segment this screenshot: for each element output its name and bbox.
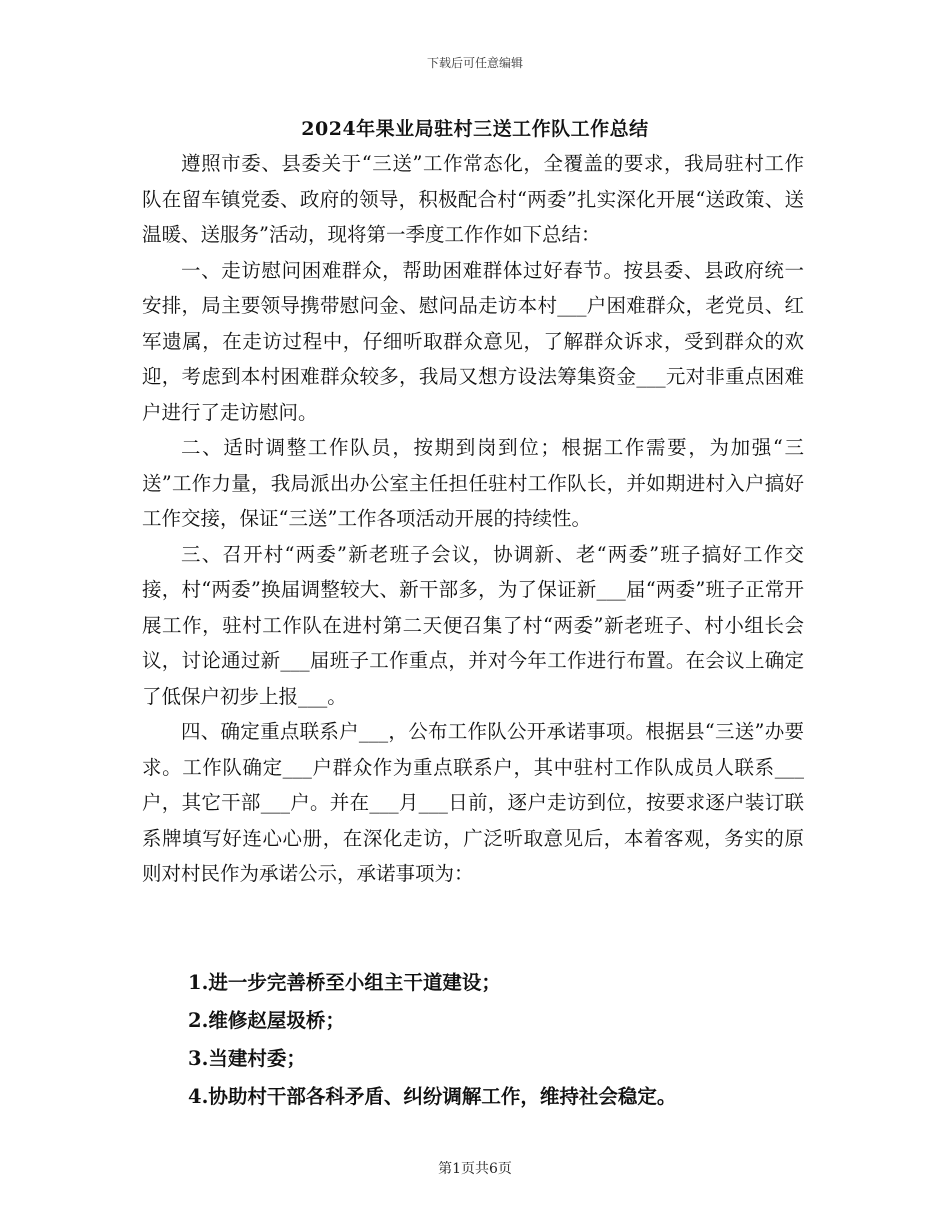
paragraph-section-4: 四、确定重点联系户___，公布工作队公开承诺事项。根据县“三送”办要求。工作队确定___户群众作为重点联系户，其中驻村工作队成员人联系___户，其它干部___户。并在___月___日前，逐户走访到位，按要求逐户装订联系牌填写好连心心册，在深化走访，广泛听取意见后，本着客观，务实的原则对村民作为承诺公示，承诺事项为： [142, 720, 804, 885]
commitment-list [188, 964, 808, 1116]
list-item: 3.当建村委； [188, 1047, 306, 1070]
document-body [142, 146, 804, 892]
list-item: 2.维修赵屋圾桥； [188, 1009, 345, 1032]
document-title: 2024年果业局驻村三送工作队工作总结 [301, 118, 649, 140]
paragraph-section-1: 一、走访慰问困难群众，帮助困难群体过好春节。按县委、县政府统一安排，局主要领导携带慰问金、慰问品走访本村___户困难群众，老党员、红军遗属，在走访过程中，仔细听取群众意见，了解群众诉求，受到群众的欢迎，考虑到本村困难群众较多，我局又想方设法筹集资金___元对非重点困难户进行了走访慰问。 [142, 258, 804, 424]
paragraph-section-3: 三、召开村“两委”新老班子会议，协调新、老“两委”班子搞好工作交接，村“两委”换届调整较大、新干部多，为了保证新___届“两委”班子正常开展工作，驻村工作队在进村第二天便召集了村“两委”新老班子、村小组长会议，讨论通过新___届班子工作重点，并对今年工作进行布置。在会议上确定了低保户初步上报___。 [142, 542, 804, 708]
header-note: 下载后可任意编辑 [426, 56, 523, 70]
paragraph-section-2: 二、适时调整工作队员，按期到岗到位；根据工作需要，为加强“三送”工作力量，我局派出办公室主任担任驻村工作队长，并如期进村入户搞好工作交接，保证“三送”工作各项活动开展的持续性。 [142, 436, 804, 530]
paragraph-intro: 遵照市委、县委关于“三送”工作常态化，全覆盖的要求，我局驻村工作队在留车镇党委、政府的领导，积极配合村“两委”扎实深化开展“送政策、送温暖、送服务”活动，现将第一季度工作作如下总结： [142, 152, 804, 246]
list-item: 1.进一步完善桥至小组主干道建设； [188, 971, 501, 994]
page-number: 第1页共6页 [438, 1161, 512, 1177]
list-item: 4.协助村干部各科矛盾、纠纷调解工作，维持社会稳定。 [188, 1085, 677, 1108]
